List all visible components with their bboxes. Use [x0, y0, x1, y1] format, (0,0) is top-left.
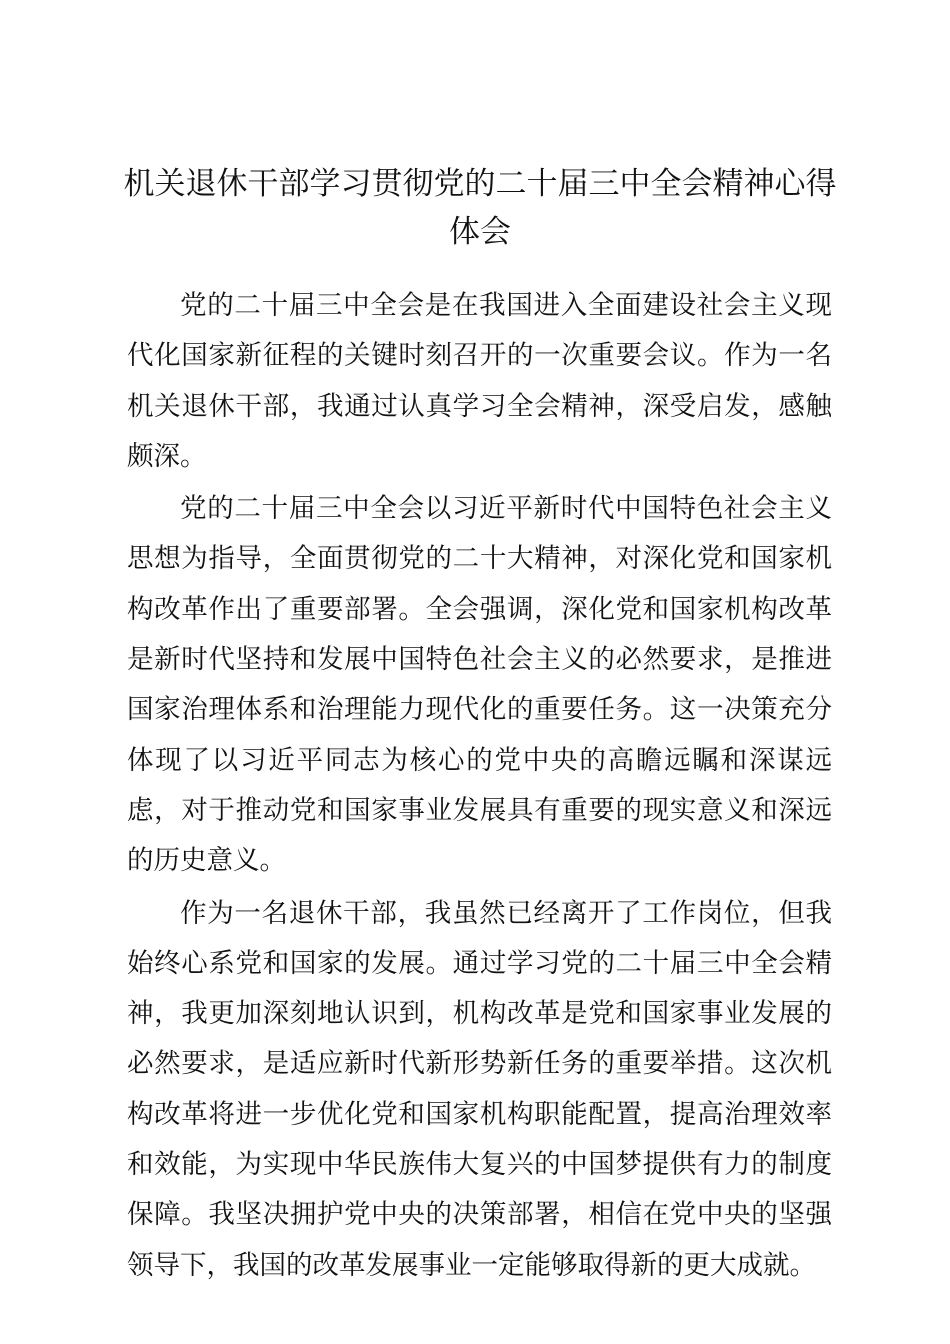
paragraph-2: 党的二十届三中全会以习近平新时代中国特色社会主义思想为指导，全面贯彻党的二十大精神，对深化党和国家机构改革作出了重要部署。全会强调，深化党和国家机构改革是新时代坚持和发展中国特色社会主义的必然要求，是推进国家治理体系和治理能力现代化的重要任务。这一决策充分体现了以习近平同志为核心的党中央的高瞻远瞩和深谋远虑，对于推动党和国家事业发展具有重要的现实意义和深远的历史意义。 [127, 493, 832, 877]
document-body [127, 281, 832, 1293]
paragraph-1: 党的二十届三中全会是在我国进入全面建设社会主义现代化国家新征程的关键时刻召开的一次重要会议。作为一名机关退休干部，我通过认真学习全会精神，深受启发，感触颇深。 [127, 290, 832, 472]
paragraph-3: 作为一名退休干部，我虽然已经离开了工作岗位，但我始终心系党和国家的发展。通过学习党的二十届三中全会精神，我更加深刻地认识到，机构改革是党和国家事业发展的必然要求，是适应新时代新形势新任务的重要举措。这次机构改革将进一步优化党和国家机构职能配置，提高治理效率和效能，为实现中华民族伟大复兴的中国梦提供有力的制度保障。我坚决拥护党中央的决策部署，相信在党中央的坚强领导下，我国的改革发展事业一定能够取得新的更大成就。 [127, 897, 832, 1281]
document-title: 机关退休干部学习贯彻党的二十届三中全会精神心得体会 [123, 166, 837, 250]
